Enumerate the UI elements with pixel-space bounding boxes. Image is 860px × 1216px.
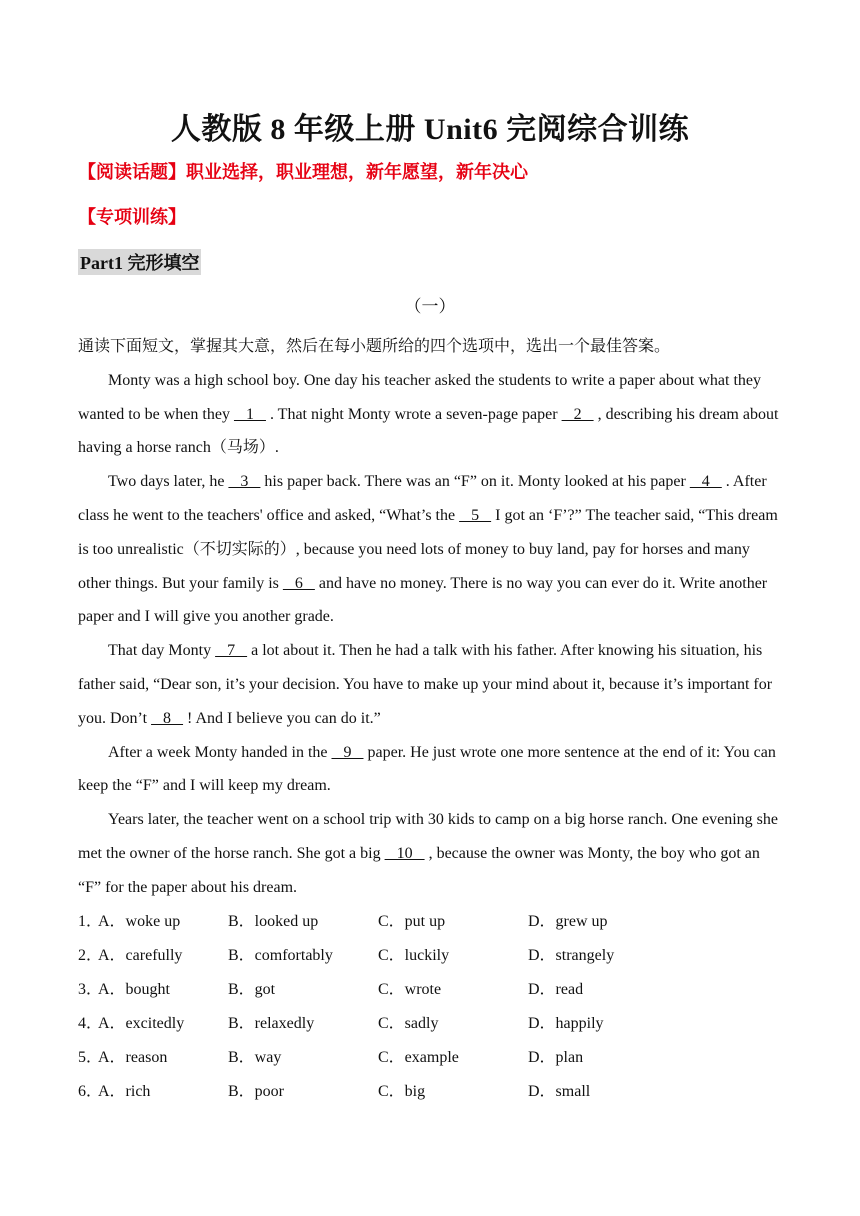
answer-blank: 8	[151, 709, 184, 727]
option-row	[78, 1075, 784, 1109]
option-d: D．happily	[528, 1015, 604, 1032]
passage-paragraph	[78, 634, 784, 735]
option-d: D．read	[528, 981, 584, 998]
question-number: 3．	[78, 981, 103, 998]
option-a: A．carefully	[98, 947, 183, 964]
answer-blank: 10	[384, 844, 425, 862]
option-row	[78, 1041, 784, 1075]
option-d: D．grew up	[528, 913, 608, 930]
option-a: A．reason	[98, 1049, 168, 1066]
question-number: 2．	[78, 947, 103, 964]
option-c: C．put up	[378, 913, 446, 930]
option-row	[78, 1007, 784, 1041]
passage-text: paper. He just wrote one more sentence at the end of it: You can keep the “F” and I will keep my dream.	[78, 743, 776, 795]
passage-text: Two days later, he	[108, 473, 229, 491]
instructions: 通读下面短文，掌握其大意，然后在每小题所给的四个选项中，选出一个最佳答案。	[78, 338, 671, 355]
option-b: B．way	[228, 1049, 282, 1066]
option-row	[78, 973, 784, 1007]
option-c: C．sadly	[378, 1015, 439, 1032]
passage-text: his paper back. There was an “F” on it. Monty looked at his paper	[260, 473, 690, 491]
option-c: C．example	[378, 1049, 459, 1066]
answer-blank: 7	[215, 642, 248, 660]
option-row	[78, 939, 784, 973]
part-heading: Part1 完形填空	[78, 249, 201, 275]
option-b: B．got	[228, 981, 276, 998]
option-a: A．woke up	[98, 913, 181, 930]
question-number: 5．	[78, 1049, 103, 1066]
passage-paragraph	[78, 803, 784, 904]
passage-text: Years later, the teacher went on a school trip with 30 kids to camp on a big horse ranch. One evening she met the owner of the horse ranch. She got a big	[78, 811, 778, 862]
option-c: C．luckily	[378, 947, 450, 964]
document-title: 人教版 8 年级上册 Unit6 完阅综合训练	[170, 113, 690, 146]
section-number: （一）	[404, 297, 456, 316]
passage-text: , because the owner was Monty, the boy who got an “F” for the paper about his dream.	[78, 844, 760, 896]
option-b: B．poor	[228, 1083, 285, 1100]
option-b: B．comfortably	[228, 947, 333, 964]
passage-body	[78, 330, 784, 905]
option-b: B．relaxedly	[228, 1015, 315, 1032]
question-number: 1．	[78, 913, 103, 930]
answer-blank: 3	[228, 473, 261, 491]
passage-text: and have no money. There is no way you can ever do it. Write another paper and I will give you another grade.	[78, 574, 768, 626]
answer-blank: 6	[282, 574, 315, 592]
passage-text: Monty was a high school boy. One day his teacher asked the students to write a paper about what they wanted to be when they	[78, 371, 762, 423]
special-training-heading: 【专项训练】	[78, 207, 186, 227]
question-number: 6．	[78, 1083, 103, 1100]
passage-text: ! And I believe you can do it.”	[183, 709, 381, 727]
option-d: D．plan	[528, 1049, 584, 1066]
passage-text: That day Monty	[108, 642, 216, 660]
passage-text: . That night Monty wrote a seven-page paper	[265, 405, 562, 423]
passage-text: I got an ‘F’?” The teacher said, “This dream is too unrealistic（不切实际的）, because you need lots of money to buy land, pay for horses and many other things. But your family is	[78, 506, 778, 592]
answer-blank: 4	[689, 473, 722, 491]
option-c: C．wrote	[378, 981, 442, 998]
option-a: A．bought	[98, 981, 171, 998]
passage-text: a lot about it. Then he had a talk with his father. After knowing his situation, his father said, “Dear son, it’s your decision. You have to make up your mind about it, because it’s important for you. Don’t	[78, 642, 773, 727]
answer-blank: 5	[459, 506, 492, 524]
answer-blank: 2	[561, 405, 594, 423]
option-d: D．small	[528, 1083, 591, 1100]
passage-paragraph	[78, 736, 784, 804]
option-d: D．strangely	[528, 947, 615, 964]
passage-paragraph	[78, 364, 784, 465]
passage-paragraph	[78, 465, 784, 634]
answer-blank: 9	[331, 743, 364, 761]
passage-text: . After class he went to the teachers' office and asked, “What’s the	[78, 473, 767, 524]
option-a: A．excitedly	[98, 1015, 185, 1032]
passage-text: , describing his dream about having a horse ranch（马场）.	[78, 405, 779, 457]
reading-topic: 【阅读话题】职业选择，职业理想，新年愿望，新年决心	[78, 162, 528, 182]
options-list	[78, 905, 784, 1109]
option-a: A．rich	[98, 1083, 151, 1100]
passage-text: After a week Monty handed in the	[108, 743, 332, 761]
option-c: C．big	[378, 1083, 426, 1100]
option-row	[78, 905, 784, 939]
answer-blank: 1	[233, 405, 266, 423]
question-number: 4．	[78, 1015, 103, 1032]
option-b: B．looked up	[228, 913, 319, 930]
